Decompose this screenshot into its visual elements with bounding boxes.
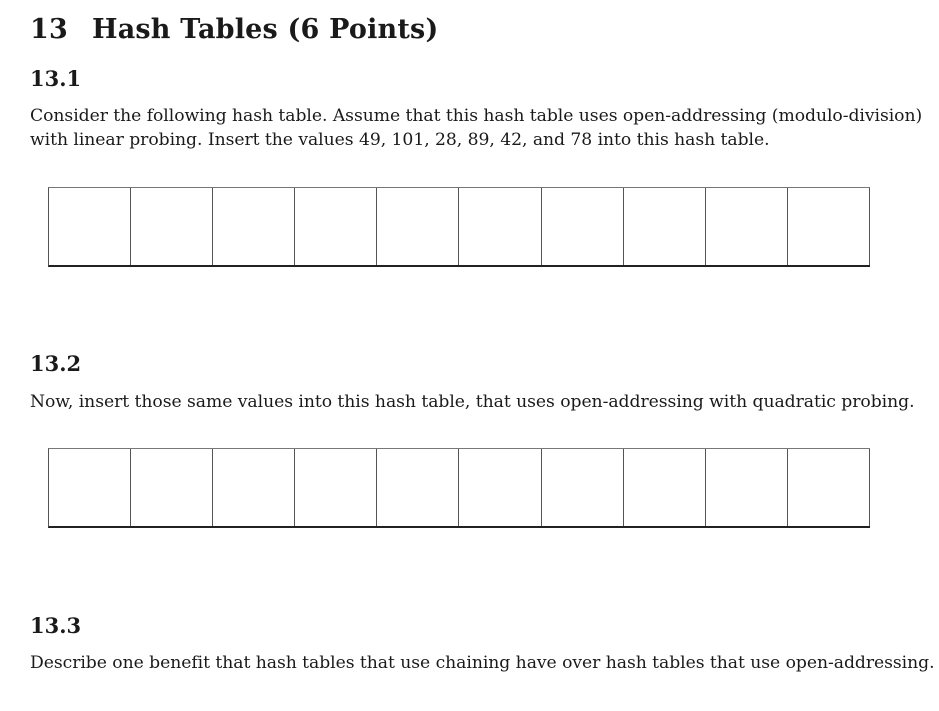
question-13-3-text: Describe one benefit that hash tables that use chaining have over hash tables that use open-addressing. <box>30 653 935 673</box>
hash-table-slot[interactable] <box>49 188 131 265</box>
hash-table-slot[interactable] <box>542 188 624 265</box>
hash-table-slot[interactable] <box>213 188 295 265</box>
question-13-1-line-1: Consider the following hash table. Assume that this hash table uses open-addressing (modulo-division) <box>30 106 923 126</box>
question-13-2-text: Now, insert those same values into this hash table, that uses open-addressing with quadratic probing. <box>30 392 915 412</box>
subsection-13-1-title: 13.1 <box>30 66 82 91</box>
hash-table-slot[interactable] <box>788 188 870 265</box>
hash-table-slot[interactable] <box>213 449 295 526</box>
section-number: 13 <box>30 14 68 45</box>
hash-table-slot[interactable] <box>459 188 541 265</box>
hash-table-slot[interactable] <box>542 449 624 526</box>
hash-table-linear-probing <box>48 187 870 267</box>
hash-table-slot[interactable] <box>624 449 706 526</box>
hash-table-slot[interactable] <box>49 449 131 526</box>
hash-table-slot[interactable] <box>295 188 377 265</box>
hash-table-slot[interactable] <box>377 188 459 265</box>
section-title <box>30 14 438 45</box>
hash-table-slot[interactable] <box>295 449 377 526</box>
hash-table-slot[interactable] <box>377 449 459 526</box>
hash-table-slot[interactable] <box>624 188 706 265</box>
subsection-13-3-title: 13.3 <box>30 613 82 638</box>
hash-table-slot[interactable] <box>706 449 788 526</box>
subsection-13-2-title: 13.2 <box>30 351 82 376</box>
hash-table-slot[interactable] <box>706 188 788 265</box>
hash-table-slot[interactable] <box>788 449 870 526</box>
question-13-1-line-2: with linear probing. Insert the values 49, 101, 28, 89, 42, and 78 into this hash table. <box>30 130 770 150</box>
hash-table-quadratic-probing <box>48 448 870 528</box>
section-heading-text: Hash Tables (6 Points) <box>92 14 439 45</box>
hash-table-slot[interactable] <box>131 188 213 265</box>
hash-table-slot[interactable] <box>459 449 541 526</box>
hash-table-slot[interactable] <box>131 449 213 526</box>
